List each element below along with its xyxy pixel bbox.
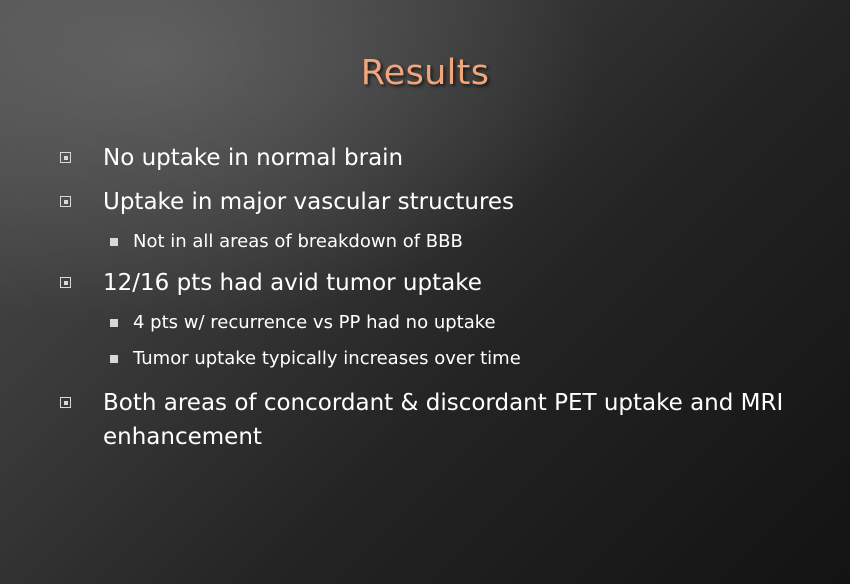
boxed-square-bullet-icon (60, 152, 71, 163)
sub-bullet-text: Tumor uptake typically increases over time (133, 348, 521, 369)
filled-square-bullet-icon (110, 355, 118, 363)
bullet-text: Both areas of concordant & discordant PET uptake and MRI enhancement (103, 390, 784, 450)
bullet-text: No uptake in normal brain (103, 145, 404, 171)
sub-bullet-item (133, 311, 773, 335)
boxed-square-bullet-icon (60, 277, 71, 288)
bullet-item (103, 185, 793, 219)
sub-bullet-text: 4 pts w/ recurrence vs PP had no uptake (133, 312, 496, 333)
bullet-item (103, 266, 793, 300)
bullet-item (103, 386, 793, 454)
bullet-text: 12/16 pts had avid tumor uptake (103, 270, 482, 296)
boxed-square-bullet-icon (60, 196, 71, 207)
bullet-text: Uptake in major vascular structures (103, 189, 515, 215)
sub-bullet-item (133, 230, 773, 254)
bullet-item (103, 141, 793, 175)
slide-title: Results (360, 53, 490, 93)
sub-bullet-text: Not in all areas of breakdown of BBB (133, 231, 463, 252)
filled-square-bullet-icon (110, 319, 118, 327)
filled-square-bullet-icon (110, 238, 118, 246)
sub-bullet-item (133, 347, 773, 371)
boxed-square-bullet-icon (60, 397, 71, 408)
